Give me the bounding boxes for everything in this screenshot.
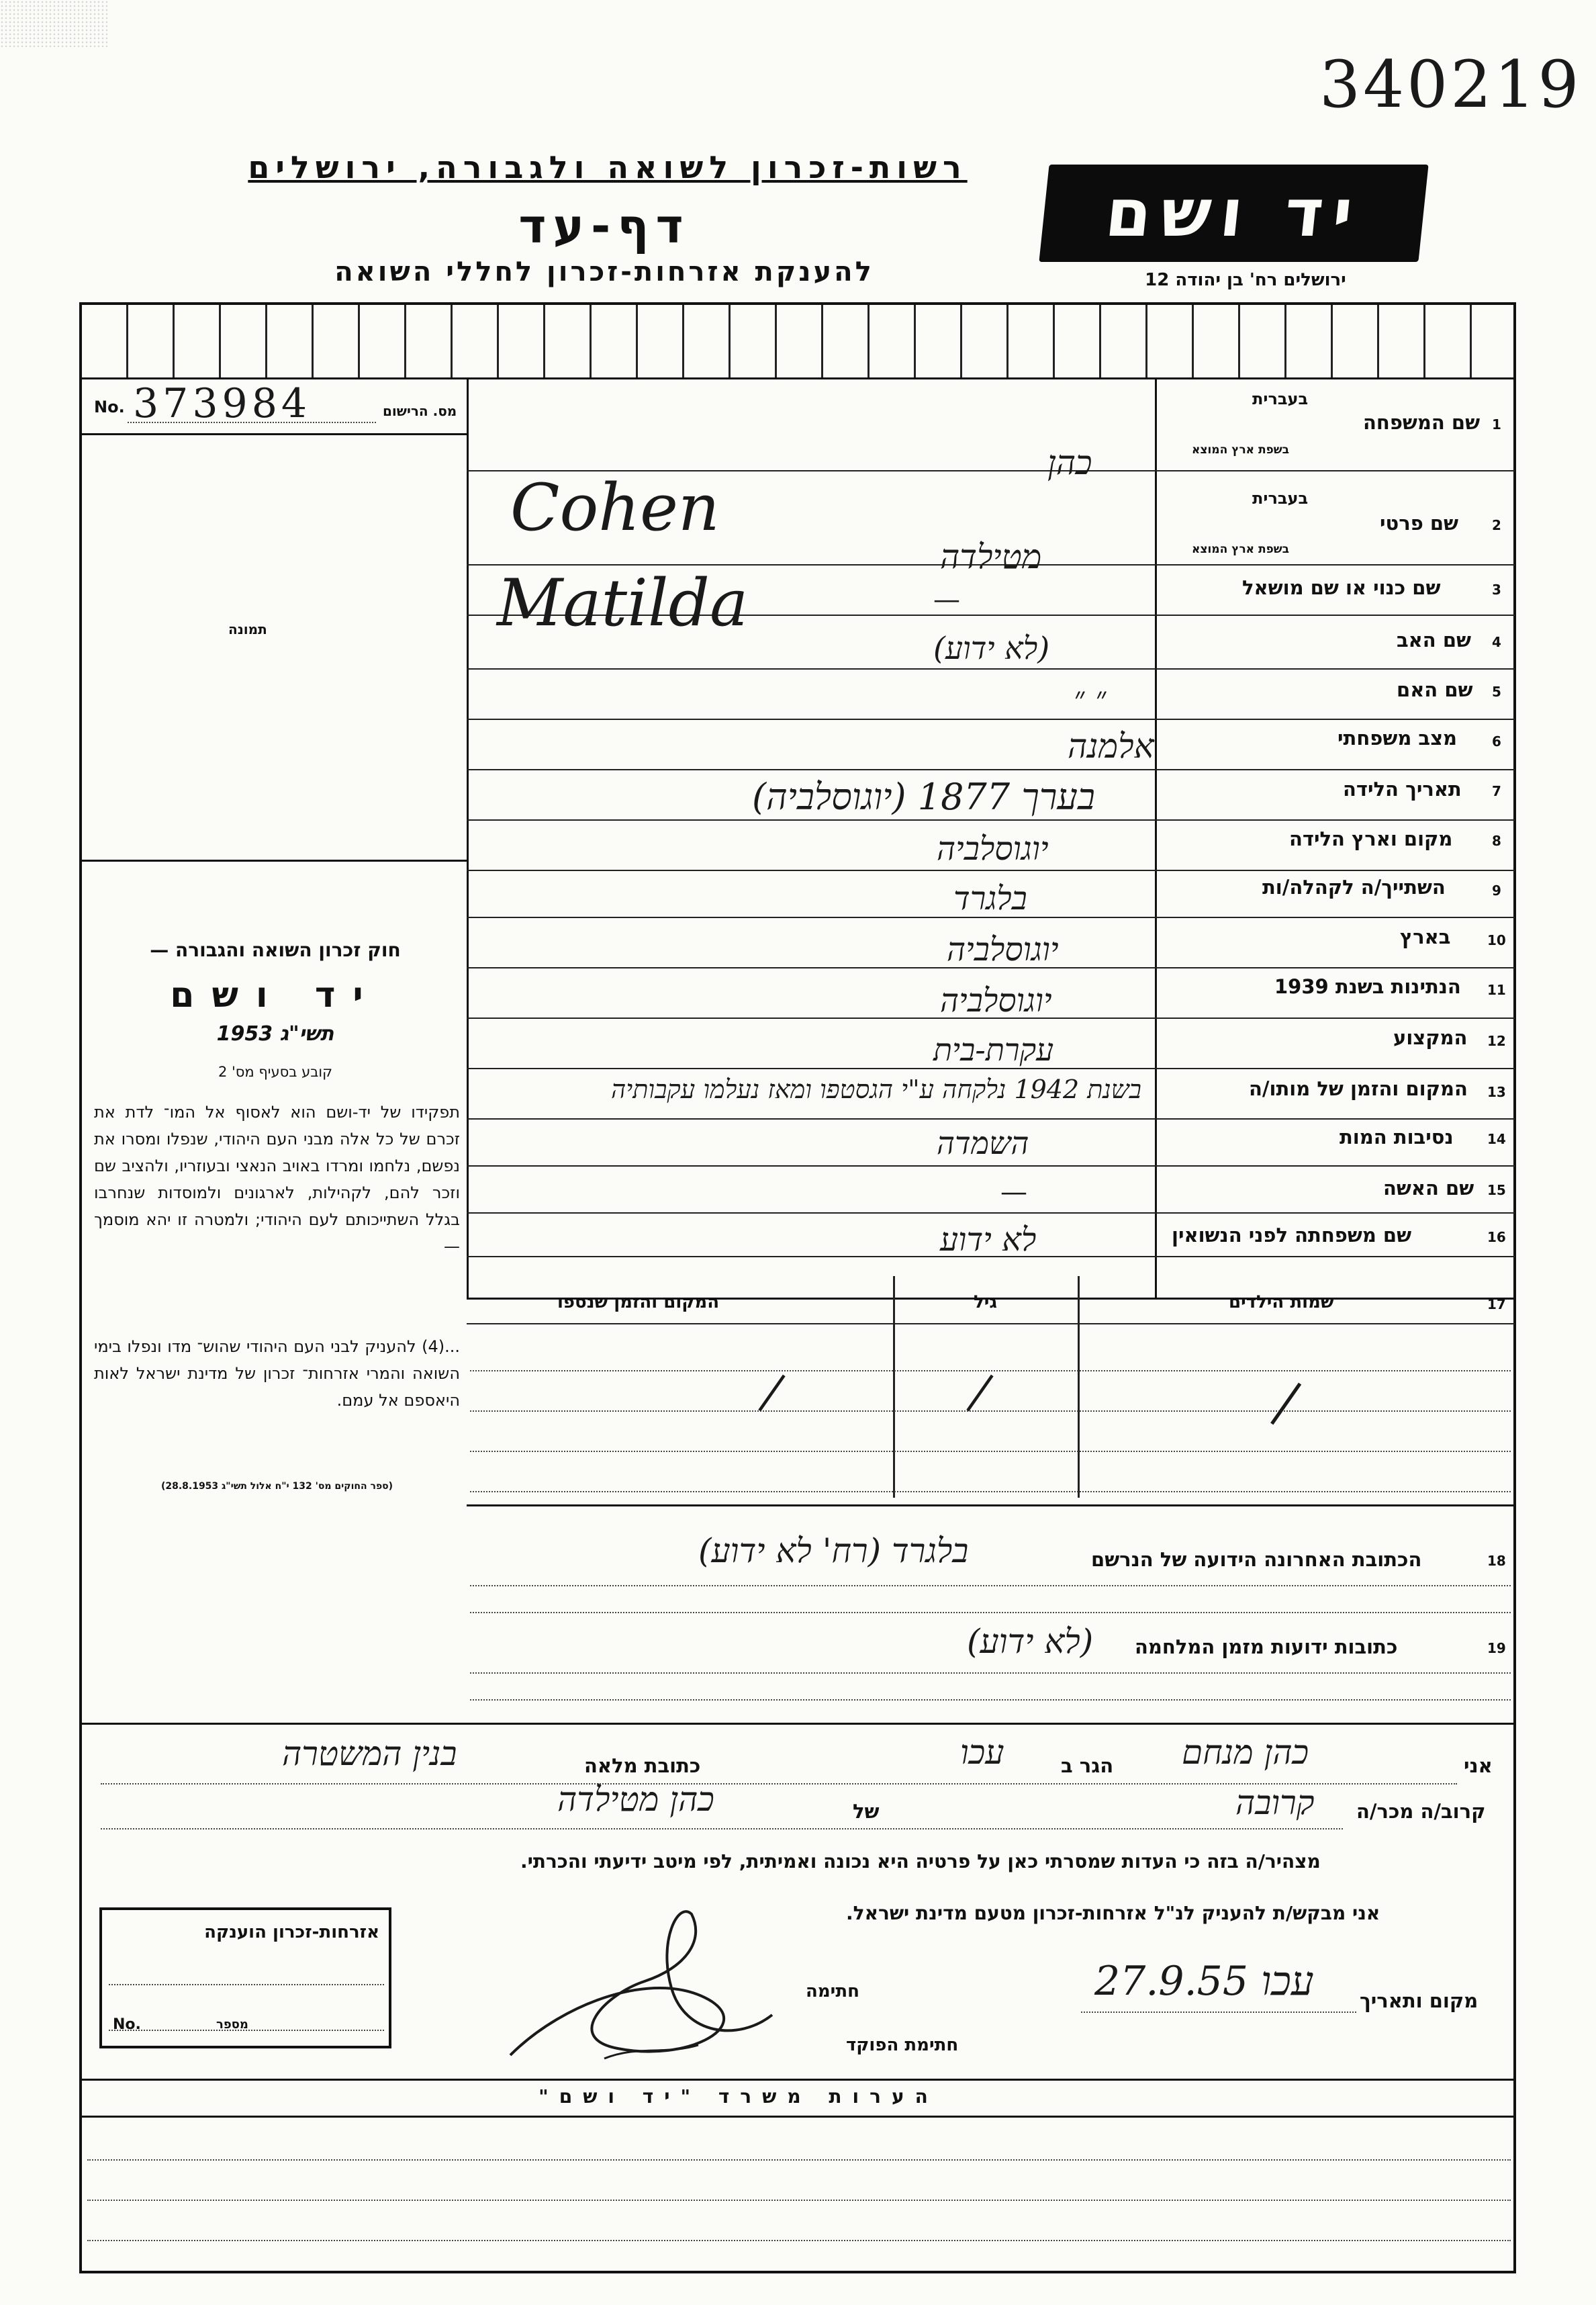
field-2-sub-he: בעברית xyxy=(1252,489,1309,508)
declarant-relative-label: קרוב/ה מכר/ה xyxy=(1356,1800,1486,1823)
field-2-value-he: מטילדה xyxy=(940,537,1042,576)
declarant-of-label: של xyxy=(853,1800,880,1823)
declarant-of-name: כהן מטילדה xyxy=(557,1780,714,1819)
field-6-number: 6 xyxy=(1492,733,1501,750)
stamp-box-title: אזרחות-זכרון הוענקה xyxy=(204,1922,379,1942)
yad-vashem-logo xyxy=(1039,165,1428,262)
field-15-number: 15 xyxy=(1487,1182,1506,1198)
children-row-age: — xyxy=(941,1355,1013,1427)
field-11-label: הנתינות בשנת 1939 xyxy=(1274,975,1461,998)
field-3-label: שם כנוי או שם מושאל xyxy=(1242,576,1441,599)
logo-text: יד ושם xyxy=(1102,175,1366,252)
scan-noise xyxy=(0,0,107,47)
field-2-sub-orig: בשפת ארץ המוצא xyxy=(1192,543,1290,556)
declaration-text: מצהיר/ה בזה כי העדות שמסרתי כאן על פרטיה היא נכונה ואמיתית, לפי מיטב ידיעתי והכרתי. xyxy=(520,1850,1321,1872)
field-2-number: 2 xyxy=(1492,517,1501,533)
field-12-label: המקצוע xyxy=(1393,1026,1468,1049)
field-8-number: 8 xyxy=(1492,833,1501,849)
children-number: 17 xyxy=(1487,1296,1506,1312)
field-16-value: לא ידוע xyxy=(940,1221,1037,1259)
field-1-sub-he: בעברית xyxy=(1252,390,1309,408)
field-19-number: 19 xyxy=(1487,1640,1506,1656)
declarant-relation: קרובה xyxy=(1235,1783,1315,1822)
field-12-number: 12 xyxy=(1487,1033,1506,1049)
field-10-label: בארץ xyxy=(1400,925,1451,948)
field-16-number: 16 xyxy=(1487,1229,1506,1245)
registration-label: מס. הרישום xyxy=(383,403,457,419)
code-boxes xyxy=(82,305,1515,379)
field-12-value: עקרת-בית xyxy=(933,1032,1054,1068)
place-date-value: עכו 27.9.55 xyxy=(1094,1958,1314,2005)
children-header-age: גיל xyxy=(974,1292,998,1312)
declarant-full-address-label: כתובת מלאה xyxy=(584,1754,701,1777)
field-5-number: 5 xyxy=(1492,684,1501,700)
stamp-box-number-label: מספר xyxy=(216,2018,248,2032)
field-6-label: מצב משפחתי xyxy=(1337,727,1458,750)
field-16-label: שם משפחתה לפני הנשואין xyxy=(1172,1224,1412,1247)
field-2-label: שם פרטי xyxy=(1380,512,1459,535)
field-10-value: יוגוסלביה xyxy=(947,931,1059,968)
field-5-value: ״ ״ xyxy=(1074,680,1108,716)
field-8-label: מקום וארץ הלידה xyxy=(1289,827,1453,850)
field-19-value: (לא ידוע) xyxy=(967,1622,1094,1661)
field-9-label: השתייך/ה לקהלה/ות xyxy=(1262,876,1446,899)
declarant-resides-label: הגר ב xyxy=(1061,1754,1114,1777)
authority-title: רשות-זכרון לשואה ולגבורה, ירושלים xyxy=(248,149,968,185)
field-11-value: יוגוסלביה xyxy=(940,982,1052,1020)
field-4-number: 4 xyxy=(1492,634,1501,650)
field-15-value: — xyxy=(1000,1177,1027,1208)
field-1-label: שם המשפחה xyxy=(1363,411,1481,434)
law-title: חוק זכרון השואה והגבורה — xyxy=(150,939,401,961)
memorial-citizenship-stamp-box xyxy=(99,1907,391,2048)
field-5-label: שם האם xyxy=(1397,678,1473,701)
field-6-value: אלמנה xyxy=(1068,727,1154,766)
field-1-sub-orig: בשפת ארץ המוצא xyxy=(1192,443,1290,457)
law-paragraph-1: תפקידו של יד-ושם הוא לאסוף אל המו־ לדת את זכרם של כל אלה מבני העם היהודי, שנפלו ומסרו את נפשם, נלחמו ומרדו באויב הנאצי ובעוזריו, ולהציב שם וזכר להם, לקהילות, לארגונים ולמוסדות שנחרבו בגלל השתייכותם לעם היהודי; ולמטרה זו יהא מוסמך — xyxy=(94,1103,460,1256)
field-19-label: כתובות ידועות מזמן המלחמה xyxy=(1135,1635,1398,1658)
officer-signature-label: חתימת הפוקד xyxy=(846,2035,959,2055)
field-4-label: שם האב xyxy=(1397,629,1472,651)
children-header-names: שמות הילדים xyxy=(1229,1292,1334,1312)
request-text: אני מבקש/ת להעניק לנ"ל אזרחות-זכרון מטעם מדינת ישראל. xyxy=(846,1902,1380,1924)
declarant-full-address: בנין המשטרה xyxy=(282,1734,457,1773)
field-2-value-orig: Matilda xyxy=(497,566,749,641)
archive-number: 340219 xyxy=(1319,47,1582,122)
field-13-label: המקום והזמן של מותו/ה xyxy=(1249,1077,1468,1100)
field-8-value: יוגוסלביה xyxy=(937,830,1049,868)
field-18-number: 18 xyxy=(1487,1553,1506,1569)
field-14-value: השמדה xyxy=(937,1125,1029,1161)
field-18-label: הכתובת האחרונה הידועה של הנרשם xyxy=(1091,1548,1422,1571)
signature-scribble xyxy=(483,1901,819,2075)
field-14-label: נסיבות המות xyxy=(1340,1126,1454,1148)
children-header-place: המקום והזמן שנספו xyxy=(557,1292,720,1312)
field-13-value: בשנת 1942 נלקחה ע"י הגסטפו ומאז נעלמו עקבותיה xyxy=(610,1075,1141,1104)
field-9-number: 9 xyxy=(1492,883,1501,899)
field-13-number: 13 xyxy=(1487,1084,1506,1100)
place-date-label: מקום ותאריך xyxy=(1360,1989,1478,2012)
children-row-place: — xyxy=(733,1355,805,1427)
field-15-label: שם האשה xyxy=(1383,1177,1474,1200)
field-7-value: בערך 1877 (יוגוסלביה) xyxy=(752,776,1095,818)
office-notes-title: הערות משרד "יד ושם" xyxy=(538,2085,939,2108)
page-title: דף-עד xyxy=(518,199,690,254)
field-1-value-he: כהן xyxy=(1047,443,1092,482)
declarant-name: כהן מנחם xyxy=(1182,1733,1309,1772)
field-7-label: תאריך הלידה xyxy=(1343,778,1462,801)
photo-label: תמונה xyxy=(228,621,267,637)
registration-no-label: No. xyxy=(94,398,125,416)
law-paragraph-2: ...(4) להעניק לבני העם היהודי שהוש־ מדו ונפלו בימי השואה והמרי אזרחות־ זכרון של מדינת ישראל לאות היאספם אל עמם. xyxy=(94,1337,460,1410)
field-1-number: 1 xyxy=(1492,416,1501,433)
law-citation: (ספר החוקים מס' 132 י"ח אלול תשי"ג 28.8.1953) xyxy=(160,1481,393,1492)
field-3-number: 3 xyxy=(1492,582,1501,598)
field-14-number: 14 xyxy=(1487,1131,1506,1147)
stamp-box-no-label: No. xyxy=(113,2016,141,2033)
field-7-number: 7 xyxy=(1492,783,1501,799)
field-11-number: 11 xyxy=(1487,982,1506,998)
field-4-value: (לא ידוע) xyxy=(933,630,1050,666)
law-name: יד ושם xyxy=(170,975,381,1015)
declarant-city: עכו xyxy=(960,1733,1004,1772)
registration-number: 373984 xyxy=(133,380,312,427)
law-year: תשי"ג 1953 xyxy=(216,1022,334,1046)
page-subtitle: להענקת אזרחות-זכרון לחללי השואה xyxy=(334,257,874,287)
field-3-value: — xyxy=(933,584,960,615)
law-section: קובע בסעיף מס' 2 xyxy=(218,1064,332,1080)
logo-address: ירושלים רח' בן יהודה 12 xyxy=(1145,270,1346,290)
declarant-i-label: אני xyxy=(1464,1754,1493,1777)
field-9-value: בלגרד xyxy=(953,880,1027,917)
field-10-number: 10 xyxy=(1487,932,1506,948)
field-18-value: בלגרד (רח' לא ידוע) xyxy=(698,1531,969,1570)
children-row-names: — xyxy=(1241,1361,1324,1441)
signature-label: חתימה xyxy=(806,1981,859,2001)
field-1-value-orig: Cohen xyxy=(510,470,720,545)
